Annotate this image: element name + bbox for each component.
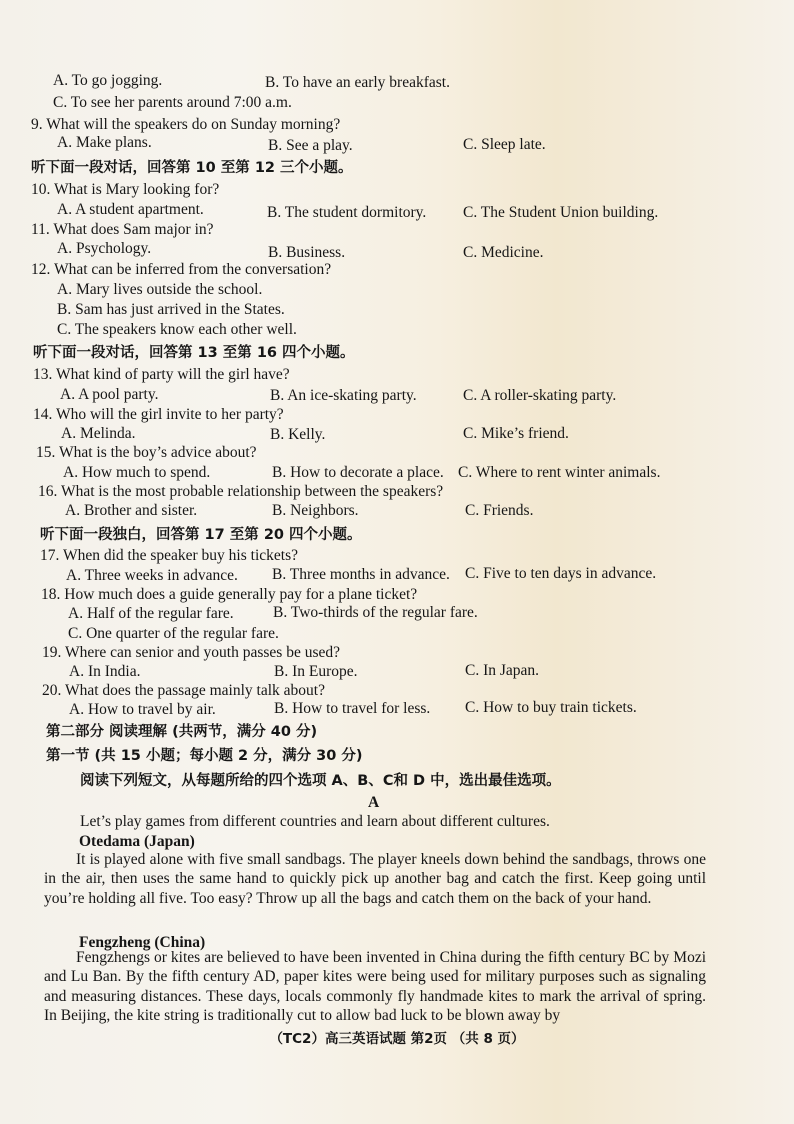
q15-option-c: C. Where to rent winter animals. [458, 464, 661, 481]
q18-stem: 18. How much does a guide generally pay for a plane ticket? [41, 586, 418, 603]
q13-option-b: B. An ice-skating party. [270, 387, 417, 404]
q19-option-b: B. In Europe. [274, 663, 358, 680]
q17-option-c: C. Five to ten days in advance. [465, 565, 657, 582]
otedama-paragraph: It is played alone with five small sandbags. The player kneels down behind the sandbags, throws one in the air, then uses the same hand to quickly pick up another bag and catch the first. Keep going until you’re holding all five. Too easy? Throw up all the bags and catch them on the back of your hand. [44, 851, 706, 907]
q19-stem: 19. Where can senior and youth passes be used? [42, 644, 340, 661]
q11-stem: 11. What does Sam major in? [31, 221, 214, 238]
reading-instruction: 阅读下列短文，从每题所给的四个选项 A、B、C和 D 中，选出最佳选项。 [80, 773, 561, 789]
q16-option-a: A. Brother and sister. [65, 502, 198, 519]
q16-option-b: B. Neighbors. [272, 502, 359, 519]
q17-stem: 17. When did the speaker buy his tickets? [40, 547, 298, 564]
q14-option-b: B. Kelly. [270, 426, 326, 443]
otedama-heading: Otedama (Japan) [79, 833, 195, 850]
q15-option-b: B. How to decorate a place. [272, 464, 444, 481]
q20-option-a: A. How to travel by air. [69, 701, 216, 718]
q16-stem: 16. What is the most probable relationship between the speakers? [38, 483, 444, 500]
q14-option-c: C. Mike’s friend. [463, 425, 569, 442]
q13-option-c: C. A roller-skating party. [463, 387, 617, 404]
q12-option-c: C. The speakers know each other well. [57, 321, 297, 338]
q13-stem: 13. What kind of party will the girl have? [33, 366, 290, 383]
q9-option-b: B. See a play. [268, 137, 353, 154]
q18-option-a: A. Half of the regular fare. [68, 605, 234, 622]
q10-option-c: C. The Student Union building. [463, 204, 659, 221]
fengzheng-heading: Fengzheng (China) [79, 934, 206, 951]
q19-option-c: C. In Japan. [465, 662, 540, 679]
q19-option-a: A. In India. [69, 663, 141, 680]
part2-title: 第二部分 阅读理解 (共两节，满分 40 分) [46, 724, 318, 740]
q9-option-a: A. Make plans. [57, 134, 152, 151]
q17-option-a: A. Three weeks in advance. [66, 567, 238, 584]
q9-option-c: C. Sleep late. [463, 136, 546, 153]
q20-option-c: C. How to buy train tickets. [465, 699, 637, 716]
passage-intro: Let’s play games from different countries and learn about different cultures. [80, 813, 550, 830]
q20-stem: 20. What does the passage mainly talk about? [42, 682, 325, 699]
instruction-10-12: 听下面一段对话，回答第 10 至第 12 三个小题。 [31, 160, 353, 176]
instruction-13-16: 听下面一段对话，回答第 13 至第 16 四个小题。 [33, 345, 355, 361]
q15-option-a: A. How much to spend. [63, 464, 211, 481]
q11-option-c: C. Medicine. [463, 244, 544, 261]
q12-option-b: B. Sam has just arrived in the States. [57, 301, 285, 318]
q12-option-a: A. Mary lives outside the school. [57, 281, 263, 298]
q10-option-a: A. A student apartment. [57, 201, 204, 218]
passage-letter: A [368, 794, 380, 811]
q11-option-a: A. Psychology. [57, 240, 152, 257]
q8-option-c: C. To see her parents around 7:00 a.m. [53, 94, 292, 111]
section1-title: 第一节 (共 15 小题；每小题 2 分，满分 30 分) [46, 748, 363, 764]
fengzheng-paragraph: Fengzhengs or kites are believed to have been invented in China during the fifth century BC by Mozi and Lu Ban. By the fifth century AD, paper kites were being used for military purposes such as signaling and measuring distances. These days, locals commonly fly handmade kites to mark the arrival of spring. In Beijing, the kite string is traditionally cut to allow bad luck to be blown away by [44, 949, 706, 1025]
q15-stem: 15. What is the boy’s advice about? [36, 444, 257, 461]
instruction-17-20: 听下面一段独白，回答第 17 至第 20 四个小题。 [40, 527, 362, 543]
q20-option-b: B. How to travel for less. [274, 700, 431, 717]
q10-option-b: B. The student dormitory. [267, 204, 427, 221]
page-footer: （TC2）高三英语试题 第2页 （共 8 页） [269, 1031, 525, 1047]
q14-option-a: A. Melinda. [61, 425, 136, 442]
q12-stem: 12. What can be inferred from the conversation? [31, 261, 332, 278]
q8-option-b: B. To have an early breakfast. [265, 74, 450, 91]
q18-option-b: B. Two-thirds of the regular fare. [273, 604, 478, 621]
q11-option-b: B. Business. [268, 244, 346, 261]
q16-option-c: C. Friends. [465, 502, 534, 519]
q10-stem: 10. What is Mary looking for? [31, 181, 220, 198]
q18-option-c: C. One quarter of the regular fare. [68, 625, 279, 642]
q17-option-b: B. Three months in advance. [272, 566, 450, 583]
q9-stem: 9. What will the speakers do on Sunday morning? [31, 116, 341, 133]
q13-option-a: A. A pool party. [60, 386, 159, 403]
q8-option-a: A. To go jogging. [53, 72, 163, 89]
q14-stem: 14. Who will the girl invite to her party? [33, 406, 284, 423]
